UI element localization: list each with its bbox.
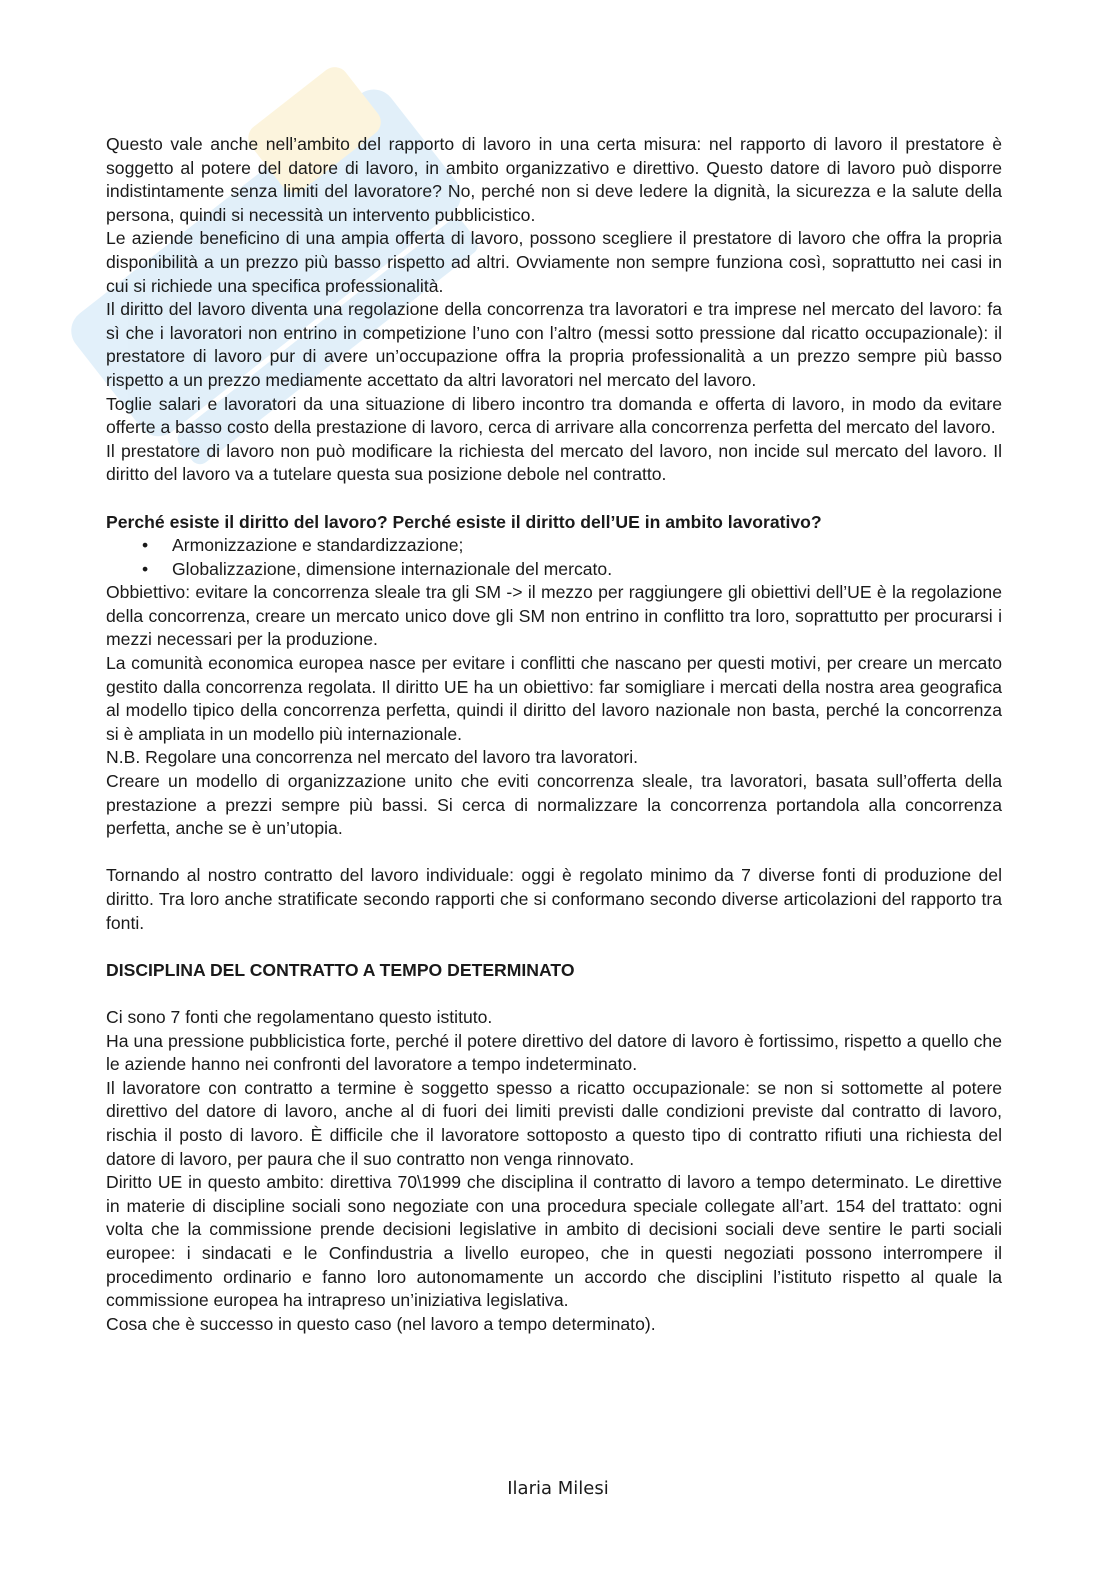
section-heading: DISCIPLINA DEL CONTRATTO A TEMPO DETERMINATO <box>106 959 575 980</box>
paragraph: Questo vale anche nell’ambito del rapporto di lavoro in una certa misura: nel rapporto di lavoro il prestatore è soggetto al potere del datore di lavoro, in ambito organizzativo e direttivo. Questo datore di lavoro può disporre indistintamente senza limiti del lavoratore? No, perché non si deve ledere la dignità, la sicurezza e la salute della persona, quindi si necessità un intervento pubblicistico. <box>106 134 1002 225</box>
paragraph: Cosa che è successo in questo caso (nel lavoro a tempo determinato). <box>106 1313 656 1334</box>
question-heading: Perché esiste il diritto del lavoro? Perché esiste il diritto dell’UE in ambito lavorativo? <box>106 511 822 532</box>
paragraph: N.B. Regolare una concorrenza nel mercato del lavoro tra lavoratori. <box>106 747 638 768</box>
spacer <box>106 935 1002 959</box>
paragraph: Creare un modello di organizzazione unito che eviti concorrenza sleale, tra lavoratori, basata sull’offerta della prestazione a prezzi sempre più bassi. Si cerca di normalizzare la concorrenza portandola alla concorrenza perfetta, anche se è un’utopia. <box>106 771 1002 839</box>
spacer <box>106 982 1002 1006</box>
list-item-text: Armonizzazione e standardizzazione; <box>172 535 464 556</box>
paragraph: Il prestatore di lavoro non può modificare la richiesta del mercato del lavoro, non incide sul mercato del lavoro. Il diritto del lavoro va a tutelare questa sua posizione debole nel contratto. <box>106 440 1002 485</box>
list-item <box>106 558 1002 582</box>
paragraph: Diritto UE in questo ambito: direttiva 70\1999 che disciplina il contratto di lavoro a tempo determinato. Le direttive in materie di discipline sociali sono negoziate con una procedura speciale collegate all’art. 154 del trattato: ogni volta che la commissione prende decisioni legislative in ambito di decisioni sociali deve sentire le parti sociali europee: i sindacati e le Confindustria a livello europeo, che in questi negoziati possono interrompere il procedimento ordinario e fanno loro autonomamente un accordo che disciplini l’istituto rispetto al quale la commissione europea ha intrapreso un’iniziativa legislativa. <box>106 1172 1002 1311</box>
spacer <box>106 487 1002 511</box>
paragraph: Obbiettivo: evitare la concorrenza sleale tra gli SM -> il mezzo per raggiungere gli obiettivi dell’UE è la regolazione della concorrenza, creare un mercato unico dove gli SM non entrino in conflitto tra loro, soprattutto per procurarsi i mezzi necessari per la produzione. <box>106 582 1002 650</box>
paragraph: Ci sono 7 fonti che regolamentano questo istituto. <box>106 1006 493 1027</box>
list-item-text: Globalizzazione, dimensione internazionale del mercato. <box>172 558 613 579</box>
document-body <box>106 133 1002 1336</box>
paragraph: Il diritto del lavoro diventa una regolazione della concorrenza tra lavoratori e tra imprese nel mercato del lavoro: fa sì che i lavoratori non entrino in competizione l’uno con l’altro (messi sotto pressione dal ricatto occupazionale): il prestatore di lavoro pur di avere un’occupazione offra la propria professionalità a un prezzo sempre più basso rispetto a un prezzo mediamente accettato da altri lavoratori nel mercato del lavoro. <box>106 299 1002 390</box>
bullet-icon: • <box>142 535 149 556</box>
bullet-icon: • <box>142 558 149 579</box>
paragraph: Il lavoratore con contratto a termine è soggetto spesso a ricatto occupazionale: se non si sottomette al potere direttivo del datore di lavoro, anche al di fuori dei limiti previsti dalle condizioni previste dal contratto di lavoro, rischia il posto di lavoro. È difficile che il lavoratore sottoposto a questo tipo di contratto rifiuti una richiesta del datore di lavoro, per paura che il suo contratto non venga rinnovato. <box>106 1077 1002 1169</box>
paragraph: Le aziende beneficino di una ampia offerta di lavoro, possono scegliere il prestatore di lavoro che offra la propria disponibilità a un prezzo più basso rispetto ad altri. Ovviamente non sempre funziona così, soprattutto nei casi in cui si richiede una specifica professionalità. <box>106 228 1002 296</box>
bullet-list <box>106 534 1002 581</box>
page-footer-author: Ilaria Milesi <box>507 1478 609 1499</box>
paragraph: Toglie salari e lavoratori da una situazione di libero incontro tra domanda e offerta di lavoro, in modo da evitare offerte a basso costo della prestazione di lavoro, cerca di arrivare alla concorrenza perfetta del mercato del lavoro. <box>106 393 1002 438</box>
spacer <box>106 841 1002 865</box>
paragraph: Tornando al nostro contratto del lavoro individuale: oggi è regolato minimo da 7 diverse fonti di produzione del diritto. Tra loro anche stratificate secondo rapporti che si conformano secondo diverse articolazioni del rapporto tra fonti. <box>106 865 1002 933</box>
paragraph: Ha una pressione pubblicistica forte, perché il potere direttivo del datore di lavoro è fortissimo, rispetto a quello che le aziende hanno nei confronti del lavoratore a tempo indeterminato. <box>106 1030 1002 1075</box>
list-item <box>106 534 1002 558</box>
paragraph: La comunità economica europea nasce per evitare i conflitti che nascano per questi motivi, per creare un mercato gestito dalla concorrenza regolata. Il diritto UE ha un obiettivo: far somigliare i mercati della nostra area geografica al modello tipico della concorrenza perfetta, quindi il diritto del lavoro nazionale non basta, perché la concorrenza si è ampliata in un modello più internazionale. <box>106 653 1002 744</box>
